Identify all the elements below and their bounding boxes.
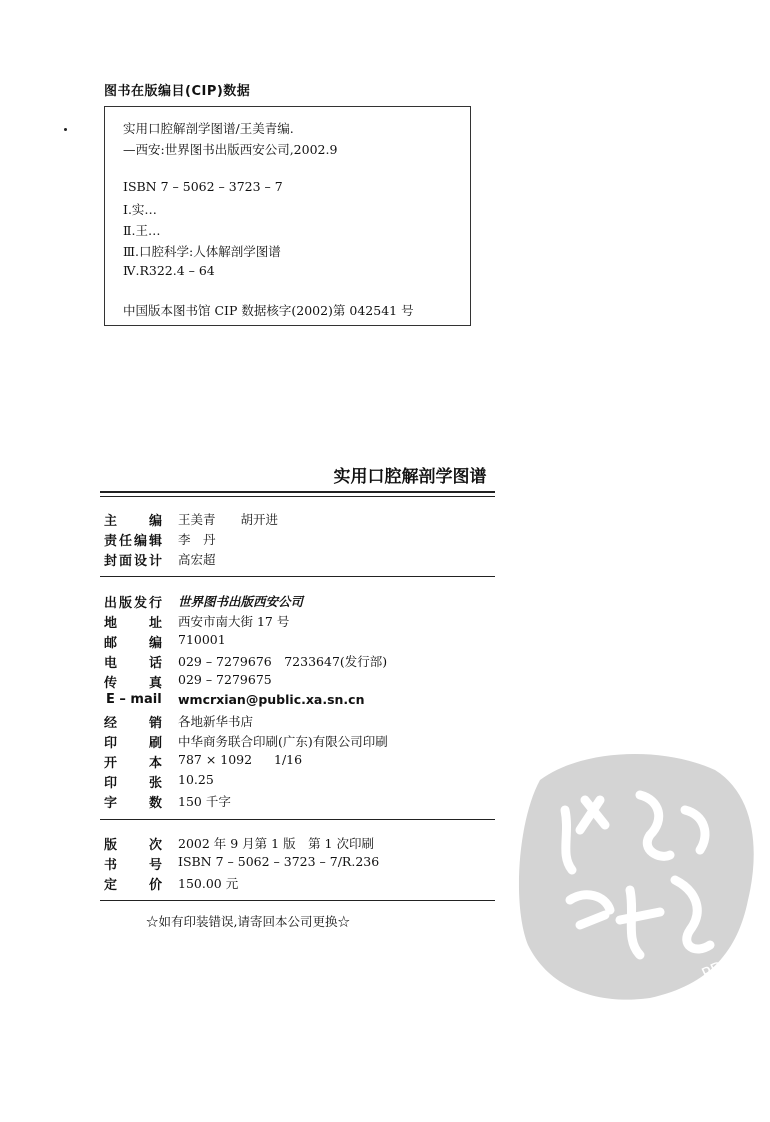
pub-value: 710001 [178, 632, 226, 647]
section-rule [100, 900, 495, 901]
pub-value: 世界图书出版西安公司 [178, 594, 304, 609]
title-rule-thick [100, 491, 495, 493]
margin-dot [64, 128, 67, 131]
footer-note: ☆如有印装错误,请寄回本公司更换☆ [146, 914, 350, 929]
email-value: wmcrxian@public.xa.sn.cn [178, 692, 365, 707]
credit-value: 王美青 胡开进 [178, 512, 279, 527]
pub-label: 印 刷 [104, 736, 162, 751]
pub-value: 各地新华书店 [178, 714, 254, 729]
pub-label: 开 本 [104, 756, 162, 771]
cip-record-number: 中国版本图书馆 CIP 数据核字(2002)第 042541 号 [123, 303, 414, 318]
pub-value-format-fraction: 1/16 [274, 752, 303, 767]
price-label: 定 价 [104, 878, 162, 893]
price-value: 150.00 元 [178, 876, 239, 891]
pub-label: 传 真 [104, 676, 162, 691]
isbn-value: ISBN 7 – 5062 – 3723 – 7/R.236 [178, 854, 380, 869]
cip-subject-2: Ⅱ.王… [123, 223, 161, 238]
edition-value: 2002 年 9 月第 1 版 第 1 次印刷 [178, 836, 374, 851]
section-rule [100, 576, 495, 577]
credit-label: 主 编 [104, 514, 162, 529]
pub-label: 邮 编 [104, 636, 162, 651]
pub-label: E – mail [106, 692, 162, 707]
cip-subject-1: Ⅰ.实… [123, 202, 157, 217]
pub-value: 787 × 1092 [178, 752, 253, 767]
watermark-text: PDG [698, 951, 738, 984]
edition-label: 版 次 [104, 838, 162, 853]
pub-label: 地 址 [104, 616, 162, 631]
cip-publisher-line: —西安:世界图书出版西安公司,2002.9 [123, 142, 338, 157]
credit-value: 李 丹 [178, 532, 216, 547]
pub-value: 中华商务联合印刷(广东)有限公司印刷 [178, 734, 388, 749]
pub-value: 029 – 7279676 7233647(发行部) [178, 654, 388, 669]
section-rule [100, 819, 495, 820]
cip-subject-3: Ⅲ.口腔科学:人体解剖学图谱 [123, 244, 281, 259]
credit-label: 封面设计 [104, 554, 162, 569]
book-title: 实用口腔解剖学图谱 [333, 467, 487, 487]
pub-label: 经 销 [104, 716, 162, 731]
pub-value: 150 千字 [178, 794, 231, 809]
pub-label: 电 话 [104, 656, 162, 671]
pub-value: 西安市南大街 17 号 [178, 614, 290, 629]
pub-value: 10.25 [178, 772, 214, 787]
cip-subject-4: Ⅳ.R322.4 – 64 [123, 263, 215, 278]
pub-label: 字 数 [104, 796, 162, 811]
title-rule-thin [100, 496, 495, 497]
cip-isbn-line: ISBN 7 – 5062 – 3723 – 7 [123, 179, 283, 194]
cip-heading: 图书在版编目(CIP)数据 [104, 84, 251, 99]
cip-data-box [104, 106, 471, 326]
isbn-label: 书 号 [104, 858, 162, 873]
credit-label: 责任编辑 [104, 534, 162, 549]
pub-value: 029 – 7279675 [178, 672, 272, 687]
watermark-seal [510, 740, 765, 1014]
pub-label: 印 张 [104, 776, 162, 791]
cip-title-line: 实用口腔解剖学图谱/王美青编. [123, 121, 294, 136]
credit-value: 高宏超 [178, 552, 216, 567]
seal-icon [510, 740, 765, 1010]
pub-label: 出版发行 [104, 596, 162, 611]
